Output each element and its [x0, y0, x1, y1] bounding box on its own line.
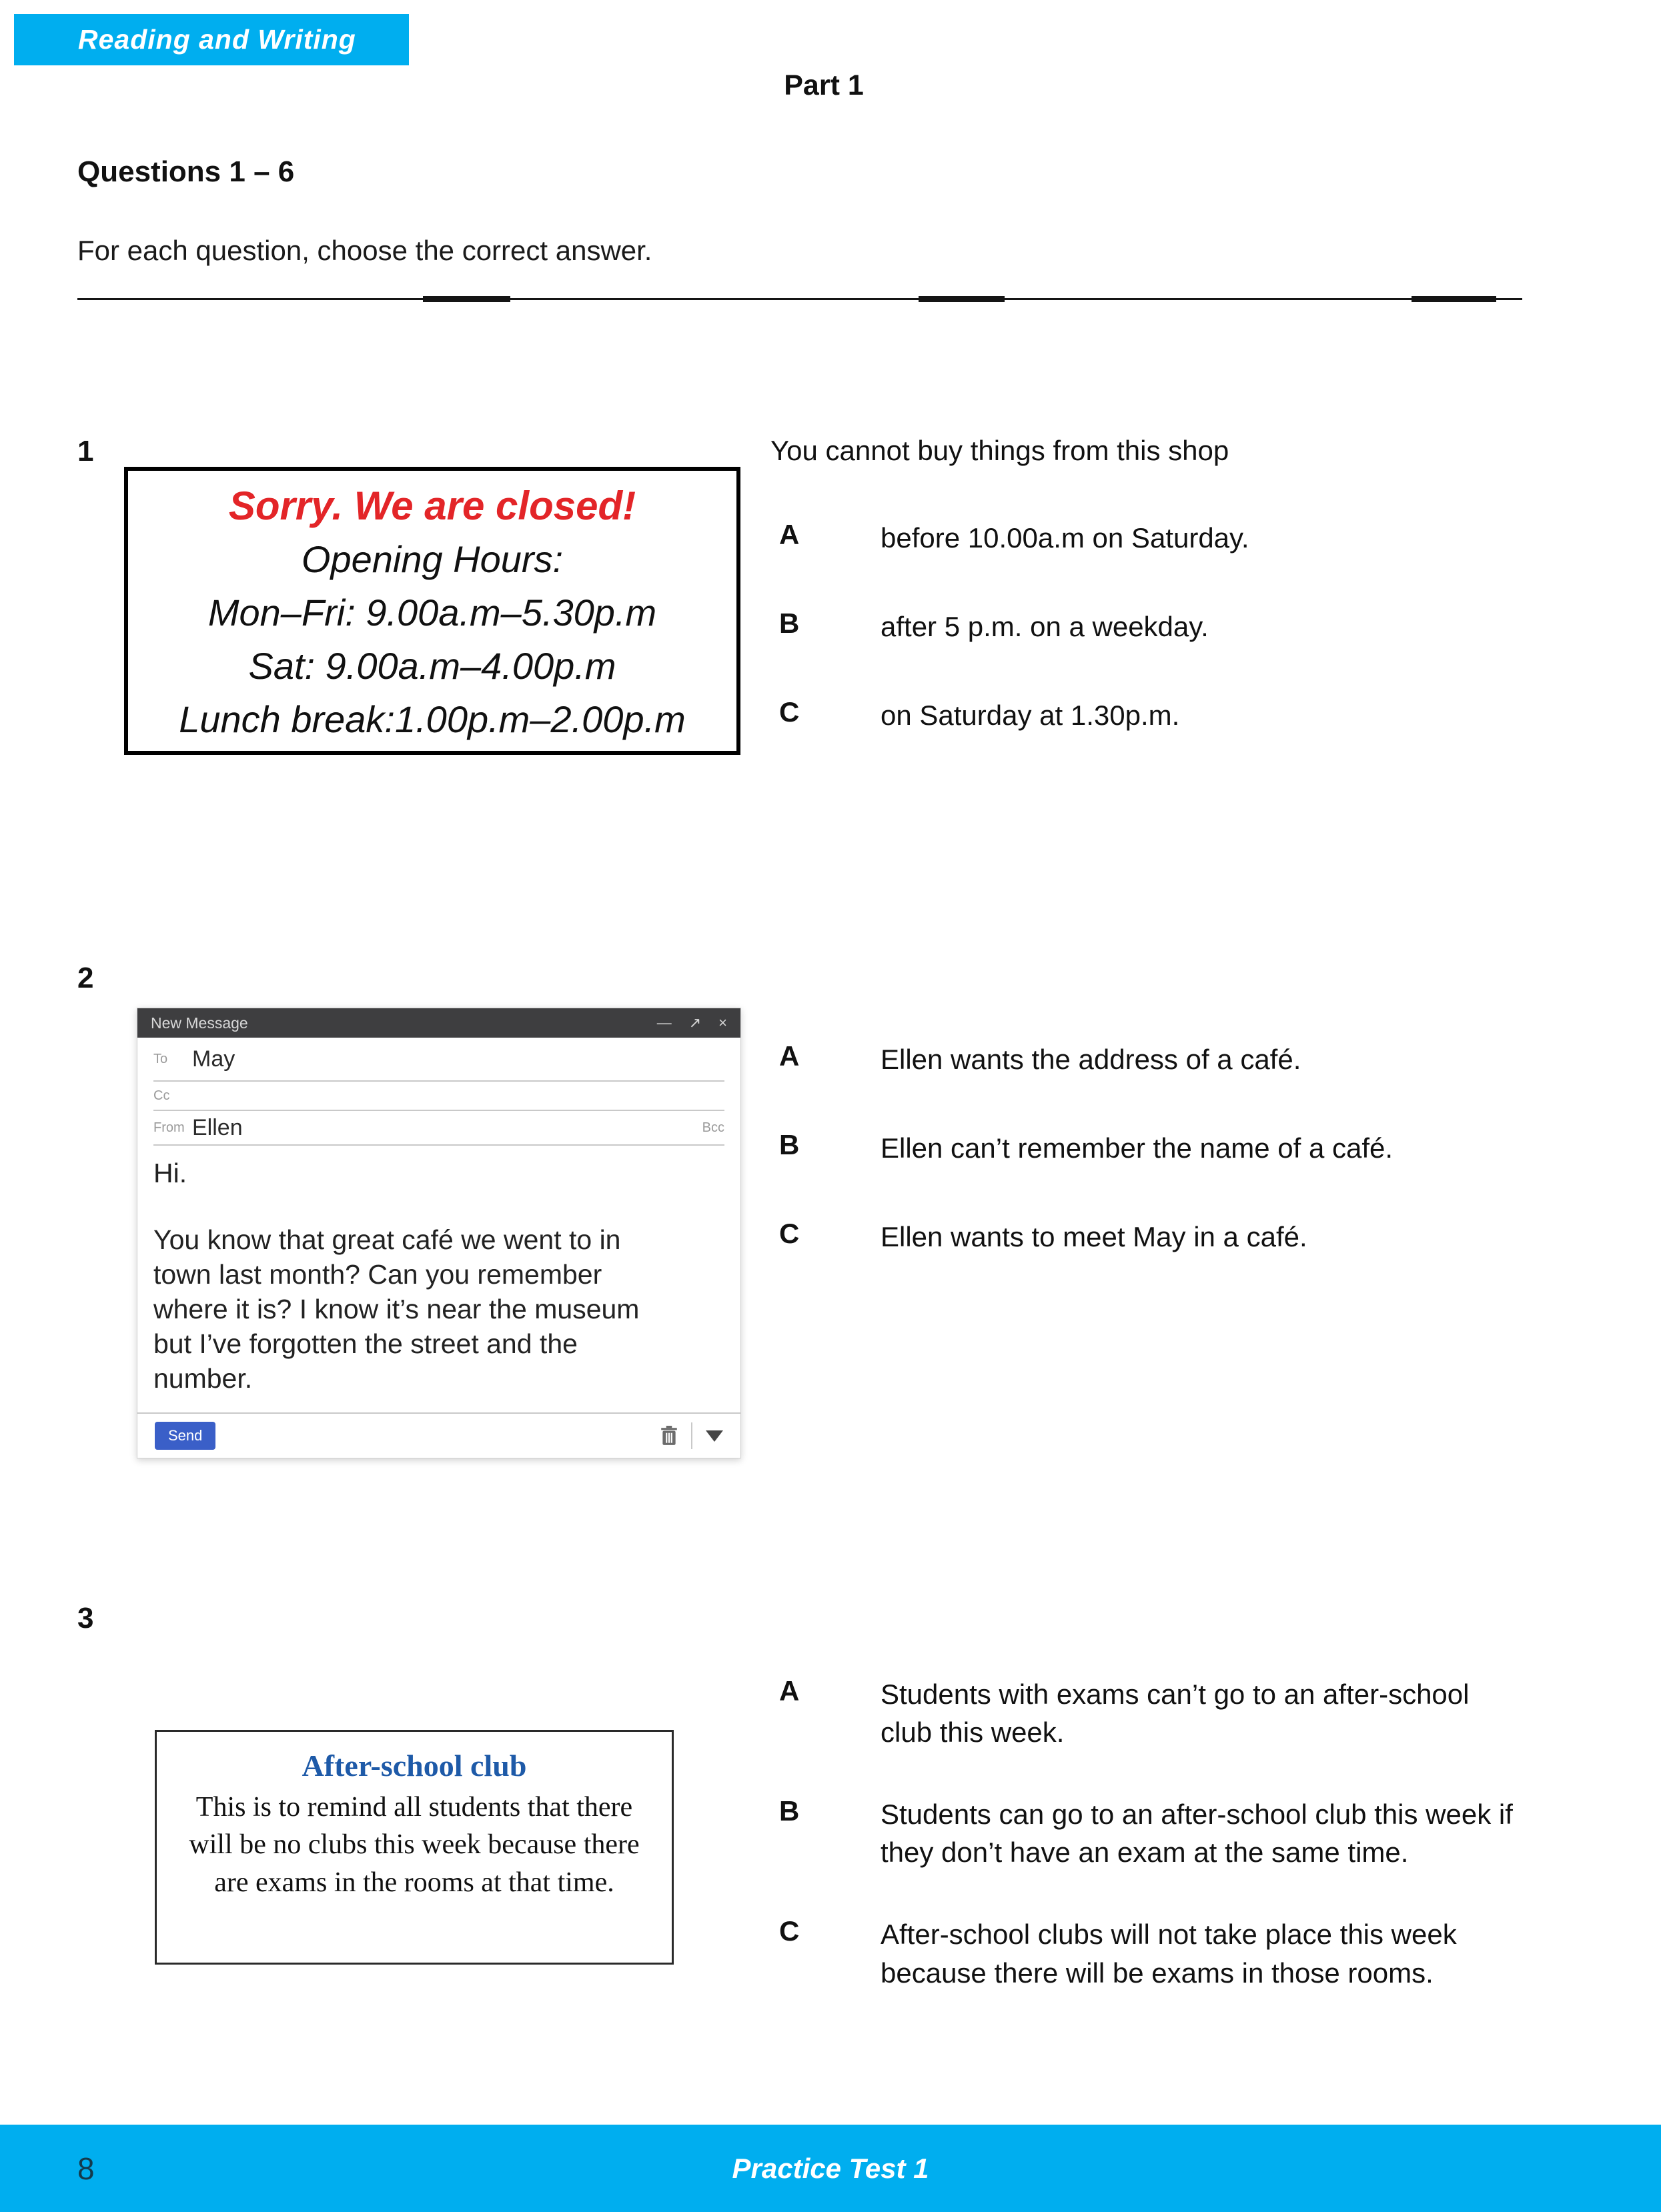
dropdown-caret-icon[interactable] [706, 1430, 723, 1442]
email-toolbar [137, 1412, 740, 1458]
minimize-icon[interactable]: — [656, 1014, 672, 1031]
option-row [779, 1129, 1393, 1167]
to-field[interactable] [153, 1038, 724, 1082]
question-1-stem: You cannot buy things from this shop [770, 435, 1229, 466]
sign-line: Sat: 9.00a.m–4.00p.m [248, 645, 616, 688]
option-label: A [779, 519, 800, 550]
option-label: B [779, 608, 800, 640]
option-row [779, 1795, 1548, 1871]
to-value: May [192, 1046, 235, 1072]
option-row [779, 1915, 1548, 1991]
option-text: before 10.00a.m on Saturday. [881, 522, 1249, 554]
option-row [779, 519, 1249, 557]
close-icon[interactable]: × [718, 1014, 727, 1031]
trash-icon[interactable] [660, 1426, 678, 1446]
send-button[interactable]: Send [155, 1422, 215, 1450]
page-number: 8 [77, 2151, 95, 2186]
footer-label: Practice Test 1 [732, 2152, 929, 2184]
email-window-title: New Message [151, 1014, 248, 1032]
from-label: From [153, 1120, 185, 1135]
question-3-options [779, 1675, 1548, 2036]
notice-box [155, 1730, 674, 1965]
option-text: Students with exams can’t go to an after-⁠school club this week. [881, 1679, 1470, 1749]
option-text: After-school clubs will not take place this week because there will be exams in those rooms. [881, 1919, 1457, 1989]
option-text: after 5 p.m. on a weekday. [881, 611, 1209, 643]
option-label: C [779, 1915, 800, 1947]
sign-line: Mon–Fri: 9.00a.m–5.30p.m [207, 592, 657, 634]
option-label: C [779, 1218, 800, 1250]
email-window-controls [657, 1014, 727, 1032]
sign-headline: Sorry. We are closed! [228, 483, 636, 528]
question-2-options [779, 1040, 1393, 1306]
notice-body: This is to remind all students that there will be no clubs this week because there are exams in the rooms at that time. [189, 1792, 640, 1898]
email-titlebar [137, 1008, 740, 1038]
question-3-number: 3 [77, 1602, 94, 1634]
from-value: Ellen [192, 1114, 243, 1140]
option-label: B [779, 1795, 800, 1827]
option-row [779, 696, 1249, 734]
question-2-number: 2 [77, 962, 94, 994]
sign-line: Opening Hours: [301, 538, 564, 580]
part-title: Part 1 [784, 69, 864, 101]
closed-sign [124, 467, 740, 755]
option-label: C [779, 696, 800, 728]
option-label: A [779, 1675, 800, 1707]
header-banner [14, 14, 409, 65]
popout-icon[interactable]: ↗ [688, 1014, 702, 1031]
option-label: B [779, 1129, 800, 1161]
option-text: Ellen wants the address of a café. [881, 1044, 1301, 1075]
option-text: Students can go to an after-school club this week if they don’t have an exam at the same time. [881, 1799, 1513, 1869]
email-window [137, 1008, 741, 1458]
option-row [779, 1218, 1393, 1256]
option-text: Ellen wants to meet May in a café. [881, 1221, 1307, 1253]
from-field[interactable] [153, 1111, 724, 1146]
option-text: on Saturday at 1.30p.m. [881, 700, 1180, 732]
bcc-label[interactable]: Bcc [702, 1120, 724, 1135]
option-row [779, 1675, 1548, 1751]
divider-tick [423, 296, 510, 302]
questions-heading: Questions 1 – 6 [77, 155, 295, 188]
option-text: Ellen can’t remember the name of a café. [881, 1132, 1394, 1164]
email-toolbar-right [660, 1422, 723, 1449]
question-1-number: 1 [77, 435, 94, 467]
footer-bar [0, 2125, 1661, 2212]
question-1-options [779, 519, 1249, 785]
email-body: You know that great café we went to in town last month? Can you remember where it is? I know it’s near the museum but I’ve forgotten the street and the number. [153, 1224, 640, 1394]
option-label: A [779, 1040, 800, 1072]
sign-line: Lunch break:1.00p.m–2.00p.m [179, 698, 686, 741]
toolbar-divider [691, 1422, 692, 1449]
section-divider [77, 298, 1522, 300]
email-greeting: Hi. [153, 1158, 187, 1188]
option-row [779, 608, 1249, 646]
cc-field[interactable] [153, 1082, 724, 1111]
notice-title: After-school club [302, 1749, 527, 1783]
instructions-text: For each question, choose the correct answer. [77, 235, 652, 266]
cc-label: Cc [153, 1088, 170, 1103]
banner-label: Reading and Writing [78, 24, 356, 55]
divider-tick [1412, 296, 1496, 302]
option-row [779, 1040, 1393, 1078]
to-label: To [153, 1051, 168, 1066]
divider-tick [919, 296, 1005, 302]
